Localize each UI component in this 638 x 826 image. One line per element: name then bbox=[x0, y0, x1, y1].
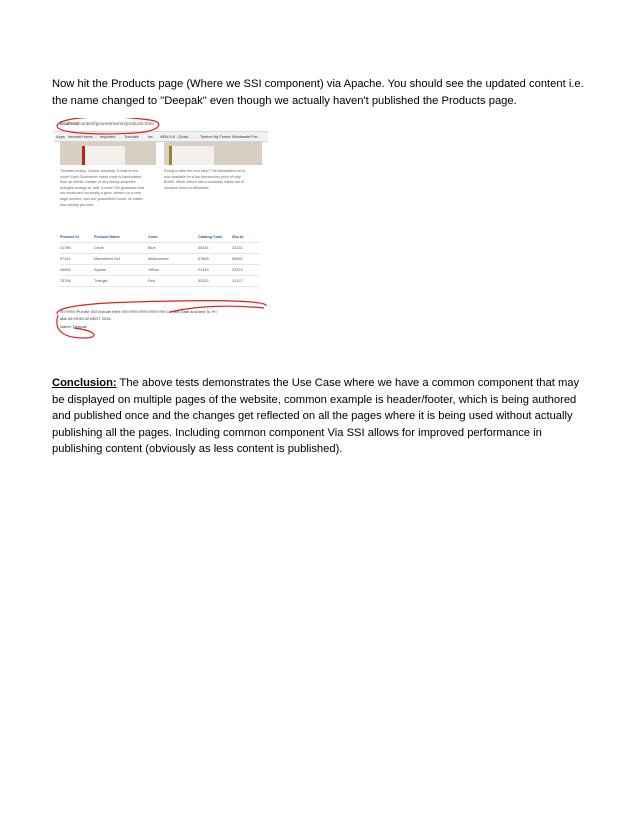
bookmark-item: Intranet Home ... bbox=[68, 134, 97, 139]
url-highlight-circle bbox=[57, 118, 159, 134]
table-row: 23798 Triangle Red 32432 12127 bbox=[60, 276, 260, 287]
conclusion-text: The above tests demonstrates the Use Case where we have a common component that may be displayed on multiple pages of the website, common example is header/footer, which is being authored and published once and the changes get reflected on all the pages where it is being used without actually publishing all the pages. Including common component Via SSI allows for improved performance in publishing content (obviously as less content is published). bbox=[52, 377, 580, 456]
table-header-cell: Product Name bbox=[94, 235, 120, 239]
bookmark-item: Imported bbox=[100, 134, 116, 139]
date-line: Mar 06 09:59:42 AEDT 2015 bbox=[60, 316, 111, 321]
table-header-cell: Catalog Code bbox=[198, 235, 223, 239]
ssi-include-line: !!!!!!!!!!!!!! Put the SSI Include Here !!!!!!!!!!!!!!!!!!!!!!!!!!!!!!!!!!!!!!! Current Date and time is: Fri bbox=[60, 309, 217, 314]
table-row: 21786 Circle Blue 45244 32131 bbox=[60, 243, 260, 254]
products-page-screenshot bbox=[54, 118, 268, 340]
table-header-cell: Product Id bbox=[60, 235, 79, 239]
bookmark-item: AEM 5.6 - Quick ... bbox=[160, 134, 193, 139]
intro-paragraph: Now hit the Products page (Where we SSI component) via Apache. You should see the updated content i.e. the name changed to "Deepak" even though we actually haven't published the Products page. bbox=[52, 78, 584, 107]
blurb-circle: Timeless beauty. Classic simplicity. It must be the circle! Each Geometrixx brand circle is handcrafted from an infinite number of very skinny isosceles triangles arrange to, well, a circle! We guarantee that our circles are not simply n-gons, where n is a very large number; ours are guaranteed round, no matter how closely you look. bbox=[60, 169, 145, 207]
address-url: localhost/content/geometrixx/en/products.html bbox=[60, 121, 154, 126]
bookmark-item: Twelve My Future bbox=[200, 134, 231, 139]
table-row: 45566 Square Yellow 21349 32319 bbox=[60, 265, 260, 276]
conclusion-label: Conclusion: bbox=[52, 377, 117, 389]
conclusion-paragraph bbox=[52, 375, 592, 458]
table-row: 97443 Mandelbrot Set Multicolored 67868 89690 bbox=[60, 254, 260, 265]
ssi-highlight-circle bbox=[57, 301, 266, 338]
bookmark-item: Apps bbox=[56, 134, 65, 139]
bookmark-item: Wholesale Pro... bbox=[232, 134, 261, 139]
table-header-cell: Color bbox=[148, 235, 158, 239]
bookmark-item: Ira bbox=[148, 134, 153, 139]
table-header-cell: Sku Id bbox=[232, 235, 244, 239]
blurb-mandelbrot: Ready to take the next step? The Mandelbrot set is now available for a low introductory price of only $1500. Never before has a countably infinite set of numbers been so affordable. bbox=[164, 169, 246, 190]
bookmark-item: Tutorials bbox=[124, 134, 139, 139]
red-annotation-overlay bbox=[54, 118, 268, 340]
name-line: Name: Deepak bbox=[60, 324, 87, 329]
